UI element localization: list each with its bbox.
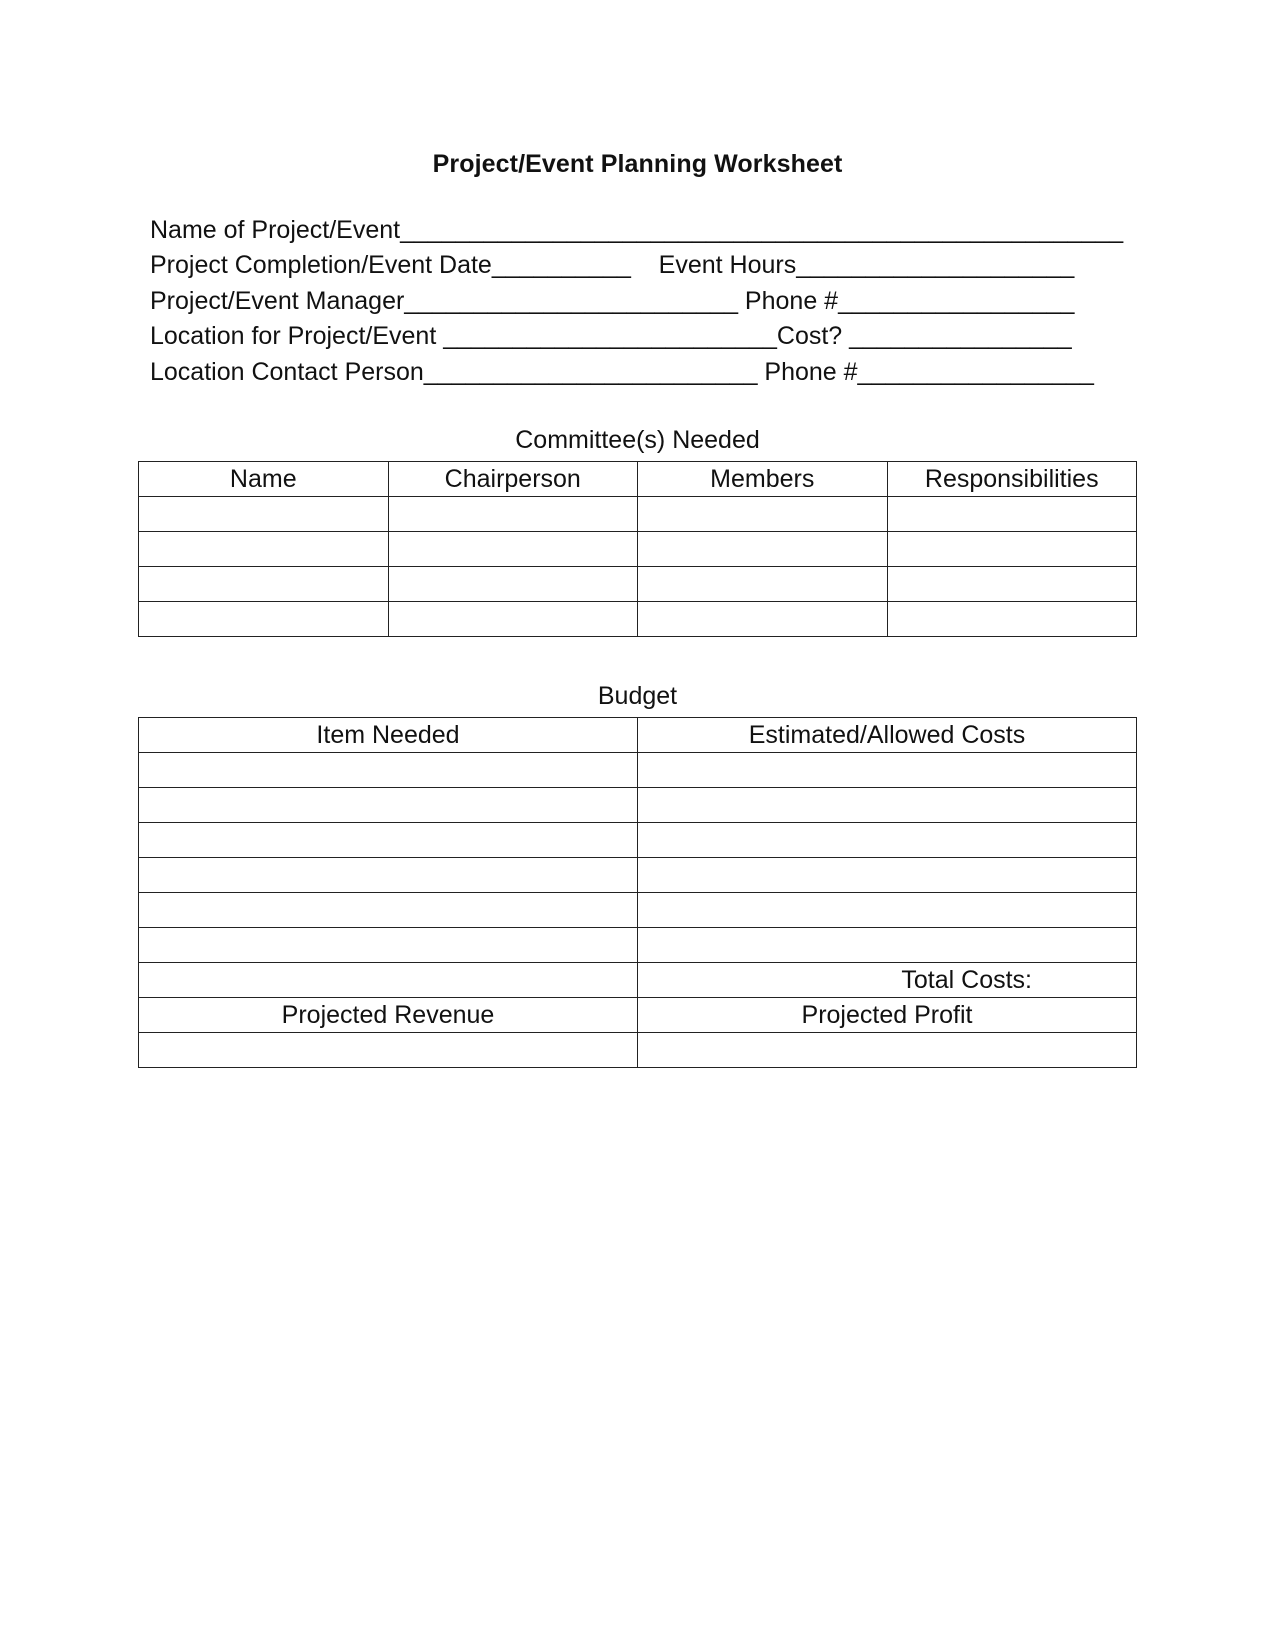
table-row [139, 823, 1137, 858]
table-cell[interactable] [139, 497, 389, 532]
committee-header-row [139, 462, 1137, 497]
table-cell[interactable] [139, 602, 389, 637]
table-row [139, 602, 1137, 637]
committee-header-responsibilities: Responsibilities [887, 462, 1137, 497]
field-completion-date-hours[interactable]: Project Completion/Event Date__________ Event Hours____________________ [150, 251, 1075, 279]
table-cell[interactable] [638, 602, 888, 637]
budget-header-costs: Estimated/Allowed Costs [638, 718, 1137, 753]
table-row [139, 858, 1137, 893]
table-cell[interactable] [638, 753, 1137, 788]
budget-header-row [139, 718, 1137, 753]
table-cell[interactable] [887, 567, 1137, 602]
table-row [139, 532, 1137, 567]
table-cell[interactable] [638, 788, 1137, 823]
projected-profit-cell[interactable] [638, 1033, 1137, 1068]
table-cell[interactable] [887, 532, 1137, 567]
page-title: Project/Event Planning Worksheet [432, 150, 843, 178]
table-cell[interactable] [388, 567, 638, 602]
table-cell[interactable] [887, 602, 1137, 637]
committee-header-name: Name [139, 462, 389, 497]
projected-revenue-cell[interactable] [139, 1033, 638, 1068]
table-cell[interactable] [139, 753, 638, 788]
committee-table [138, 461, 1137, 637]
table-cell[interactable] [638, 823, 1137, 858]
table-row [139, 567, 1137, 602]
projected-revenue-label: Projected Revenue [139, 998, 638, 1033]
table-row [139, 788, 1137, 823]
field-manager-phone[interactable]: Project/Event Manager________________________ Phone #_________________ [150, 287, 1075, 315]
table-cell[interactable] [638, 532, 888, 567]
committee-header-chairperson: Chairperson [388, 462, 638, 497]
table-row [139, 1033, 1137, 1068]
table-cell[interactable] [887, 497, 1137, 532]
total-row [139, 963, 1137, 998]
table-cell[interactable] [638, 928, 1137, 963]
table-cell[interactable] [139, 532, 389, 567]
table-cell[interactable] [388, 532, 638, 567]
committee-header-members: Members [638, 462, 888, 497]
table-cell[interactable] [388, 497, 638, 532]
table-row [139, 893, 1137, 928]
table-cell[interactable] [638, 858, 1137, 893]
total-costs-label[interactable]: Total Costs: [638, 963, 1137, 998]
budget-header-item: Item Needed [139, 718, 638, 753]
table-cell[interactable] [638, 497, 888, 532]
table-cell[interactable] [139, 893, 638, 928]
field-location-contact-phone[interactable]: Location Contact Person________________________ Phone #_________________ [150, 358, 1094, 386]
table-cell[interactable] [139, 963, 638, 998]
table-row [139, 497, 1137, 532]
table-cell[interactable] [638, 893, 1137, 928]
table-cell[interactable] [388, 602, 638, 637]
table-cell[interactable] [139, 567, 389, 602]
committee-heading: Committee(s) Needed [515, 426, 760, 454]
table-cell[interactable] [638, 567, 888, 602]
projected-profit-label: Projected Profit [638, 998, 1137, 1033]
table-row [139, 753, 1137, 788]
projection-header-row [139, 998, 1137, 1033]
table-cell[interactable] [139, 928, 638, 963]
budget-heading: Budget [597, 682, 678, 710]
table-row [139, 928, 1137, 963]
table-cell[interactable] [139, 788, 638, 823]
field-project-name[interactable]: Name of Project/Event____________________________________________________ [150, 216, 1124, 244]
field-location-cost[interactable]: Location for Project/Event ________________________Cost? ________________ [150, 322, 1072, 350]
table-cell[interactable] [139, 858, 638, 893]
table-cell[interactable] [139, 823, 638, 858]
budget-table [138, 717, 1137, 1068]
